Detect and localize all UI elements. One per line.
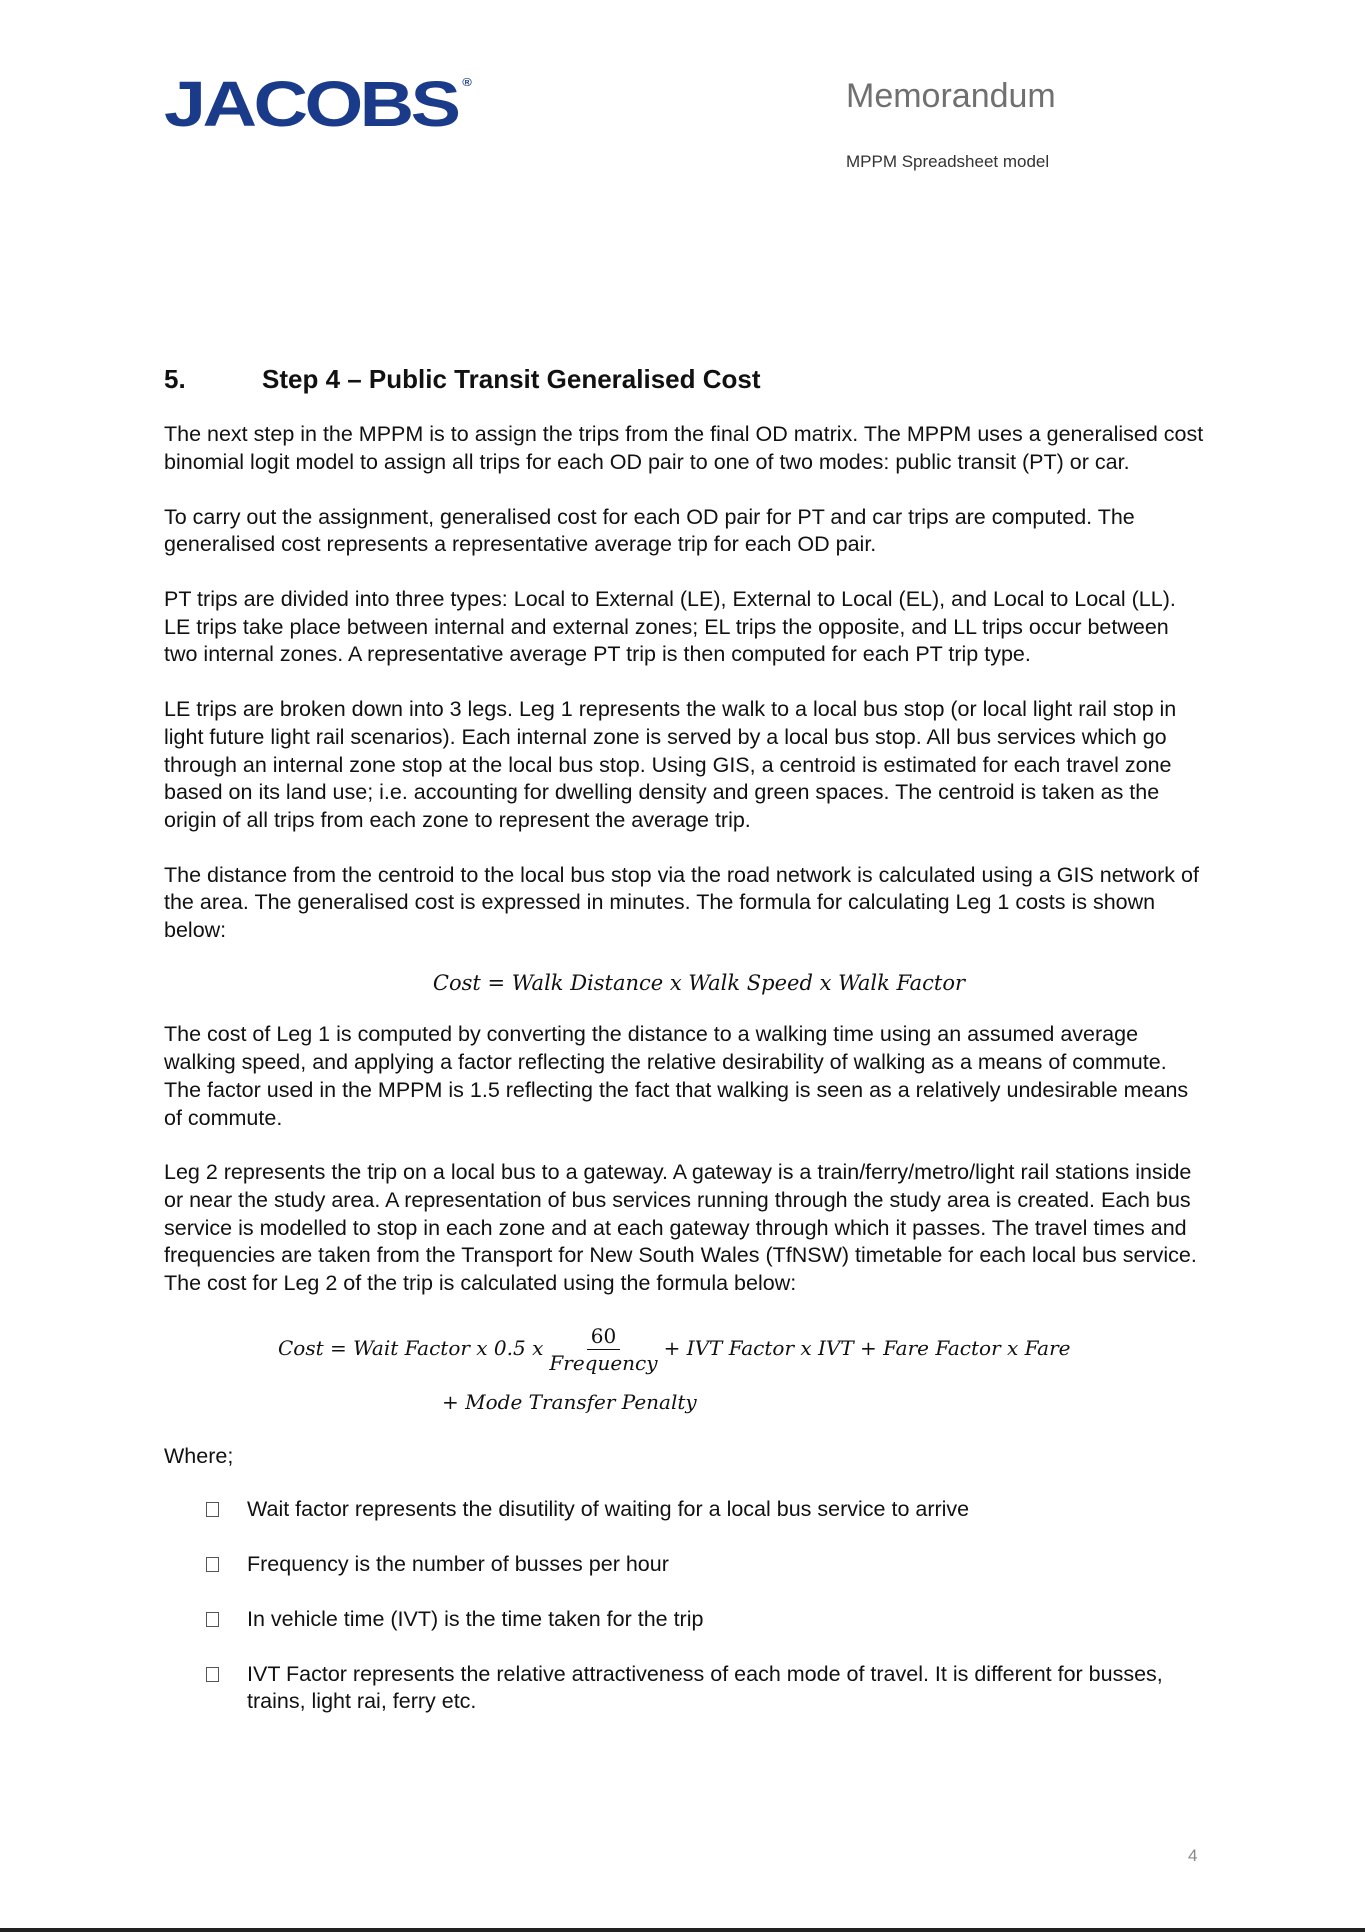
equation-line-1: [278, 1325, 1070, 1374]
registered-mark: ®: [462, 77, 472, 89]
checkbox-bullet-icon: [206, 1612, 219, 1627]
equation-fraction: [549, 1325, 657, 1374]
fraction-denominator: Frequency: [549, 1350, 658, 1375]
list-item-text: Wait factor represents the disutility of waiting for a local bus service to arrive: [247, 1497, 970, 1522]
paragraph: PT trips are divided into three types: Local to External (LE), External to Local (EL), and Local to Local (LL). LE trips take place between internal and external zones; EL trips the opposite, and LL trips occur between two internal zones. A representative average PT trip is then computed for each PT trip type.: [164, 587, 1176, 667]
fraction-numerator: 60: [587, 1325, 620, 1350]
list-item: [164, 1496, 1204, 1524]
paragraph: The cost of Leg 1 is computed by converting the distance to a walking time using an assumed average walking speed, and applying a factor reflecting the relative desirability of walking as a means of commute. The factor used in the MPPM is 1.5 reflecting the fact that walking is seen as a relatively undesirable means of commute.: [164, 1022, 1189, 1130]
equation-part-a: Cost = Wait Factor x 0.5 x: [278, 1336, 544, 1361]
list-item: [164, 1606, 1204, 1634]
body-content: [164, 364, 1204, 1743]
where-label: Where;: [164, 1443, 234, 1468]
checkbox-bullet-icon: [206, 1557, 219, 1572]
checkbox-bullet-icon: [206, 1502, 219, 1517]
list-item-text: IVT Factor represents the relative attractiveness of each mode of travel. It is different for busses, trains, light rai, ferry etc.: [247, 1661, 1163, 1714]
paragraph: Leg 2 represents the trip on a local bus to a gateway. A gateway is a train/ferry/metro/light rail stations inside or near the study area. A representation of bus services running through the study area is created. Each bus service is modelled to stop in each zone and at each gateway through which it passes. The travel times and frequencies are taken from the Transport for New South Wales (TfNSW) timetable for each local bus service. The cost for Leg 2 of the trip is calculated using the formula below:: [164, 1160, 1197, 1296]
equation-line-2: + Mode Transfer Penalty: [442, 1389, 697, 1414]
paragraph: The next step in the MPPM is to assign the trips from the final OD matrix. The MPPM uses a generalised cost binomial logit model to assign all trips for each OD pair to one of two modes: public transit (PT) or car.: [164, 422, 1204, 474]
logo-text: JACOBS: [164, 68, 458, 140]
leg1-cost-equation: Cost = Walk Distance x Walk Speed x Walk Factor: [432, 970, 966, 995]
section-heading: [164, 364, 1204, 395]
equation-part-b: + IVT Factor x IVT + Fare Factor x Fare: [663, 1336, 1071, 1361]
jacobs-logo: [164, 68, 472, 140]
checkbox-bullet-icon: [206, 1667, 219, 1682]
document-type-title: Memorandum: [846, 77, 1056, 115]
list-item-text: Frequency is the number of busses per hour: [247, 1552, 669, 1577]
section-title: Step 4 – Public Transit Generalised Cost: [262, 364, 761, 394]
document-subtitle: MPPM Spreadsheet model: [846, 152, 1050, 171]
paragraph: To carry out the assignment, generalised cost for each OD pair for PT and car trips are computed. The generalised cost represents a representative average trip for each OD pair.: [164, 504, 1135, 557]
list-item: [164, 1661, 1204, 1716]
paragraph: The distance from the centroid to the local bus stop via the road network is calculated using a GIS network of the area. The generalised cost is expressed in minutes. The formula for calculating Leg 1 costs is shown below:: [164, 862, 1199, 943]
list-item: [164, 1551, 1204, 1579]
page-number: 4: [1188, 1846, 1198, 1865]
paragraph: LE trips are broken down into 3 legs. Leg 1 represents the walk to a local bus stop (or local light rail stop in light future light rail scenarios). Each internal zone is served by a local bus stop. All bus services which go through an internal zone stop at the local bus stop. Using GIS, a centroid is estimated for each travel zone based on its land use; i.e. accounting for dwelling density and green spaces. The centroid is taken as the origin of all trips from each zone to represent the average trip.: [164, 697, 1177, 832]
section-number: 5.: [164, 364, 186, 394]
list-item-text: In vehicle time (IVT) is the time taken for the trip: [247, 1606, 704, 1631]
page-bottom-border: [0, 1928, 1365, 1932]
definition-list: [164, 1496, 1204, 1716]
leg2-cost-equation: [164, 1317, 1204, 1425]
